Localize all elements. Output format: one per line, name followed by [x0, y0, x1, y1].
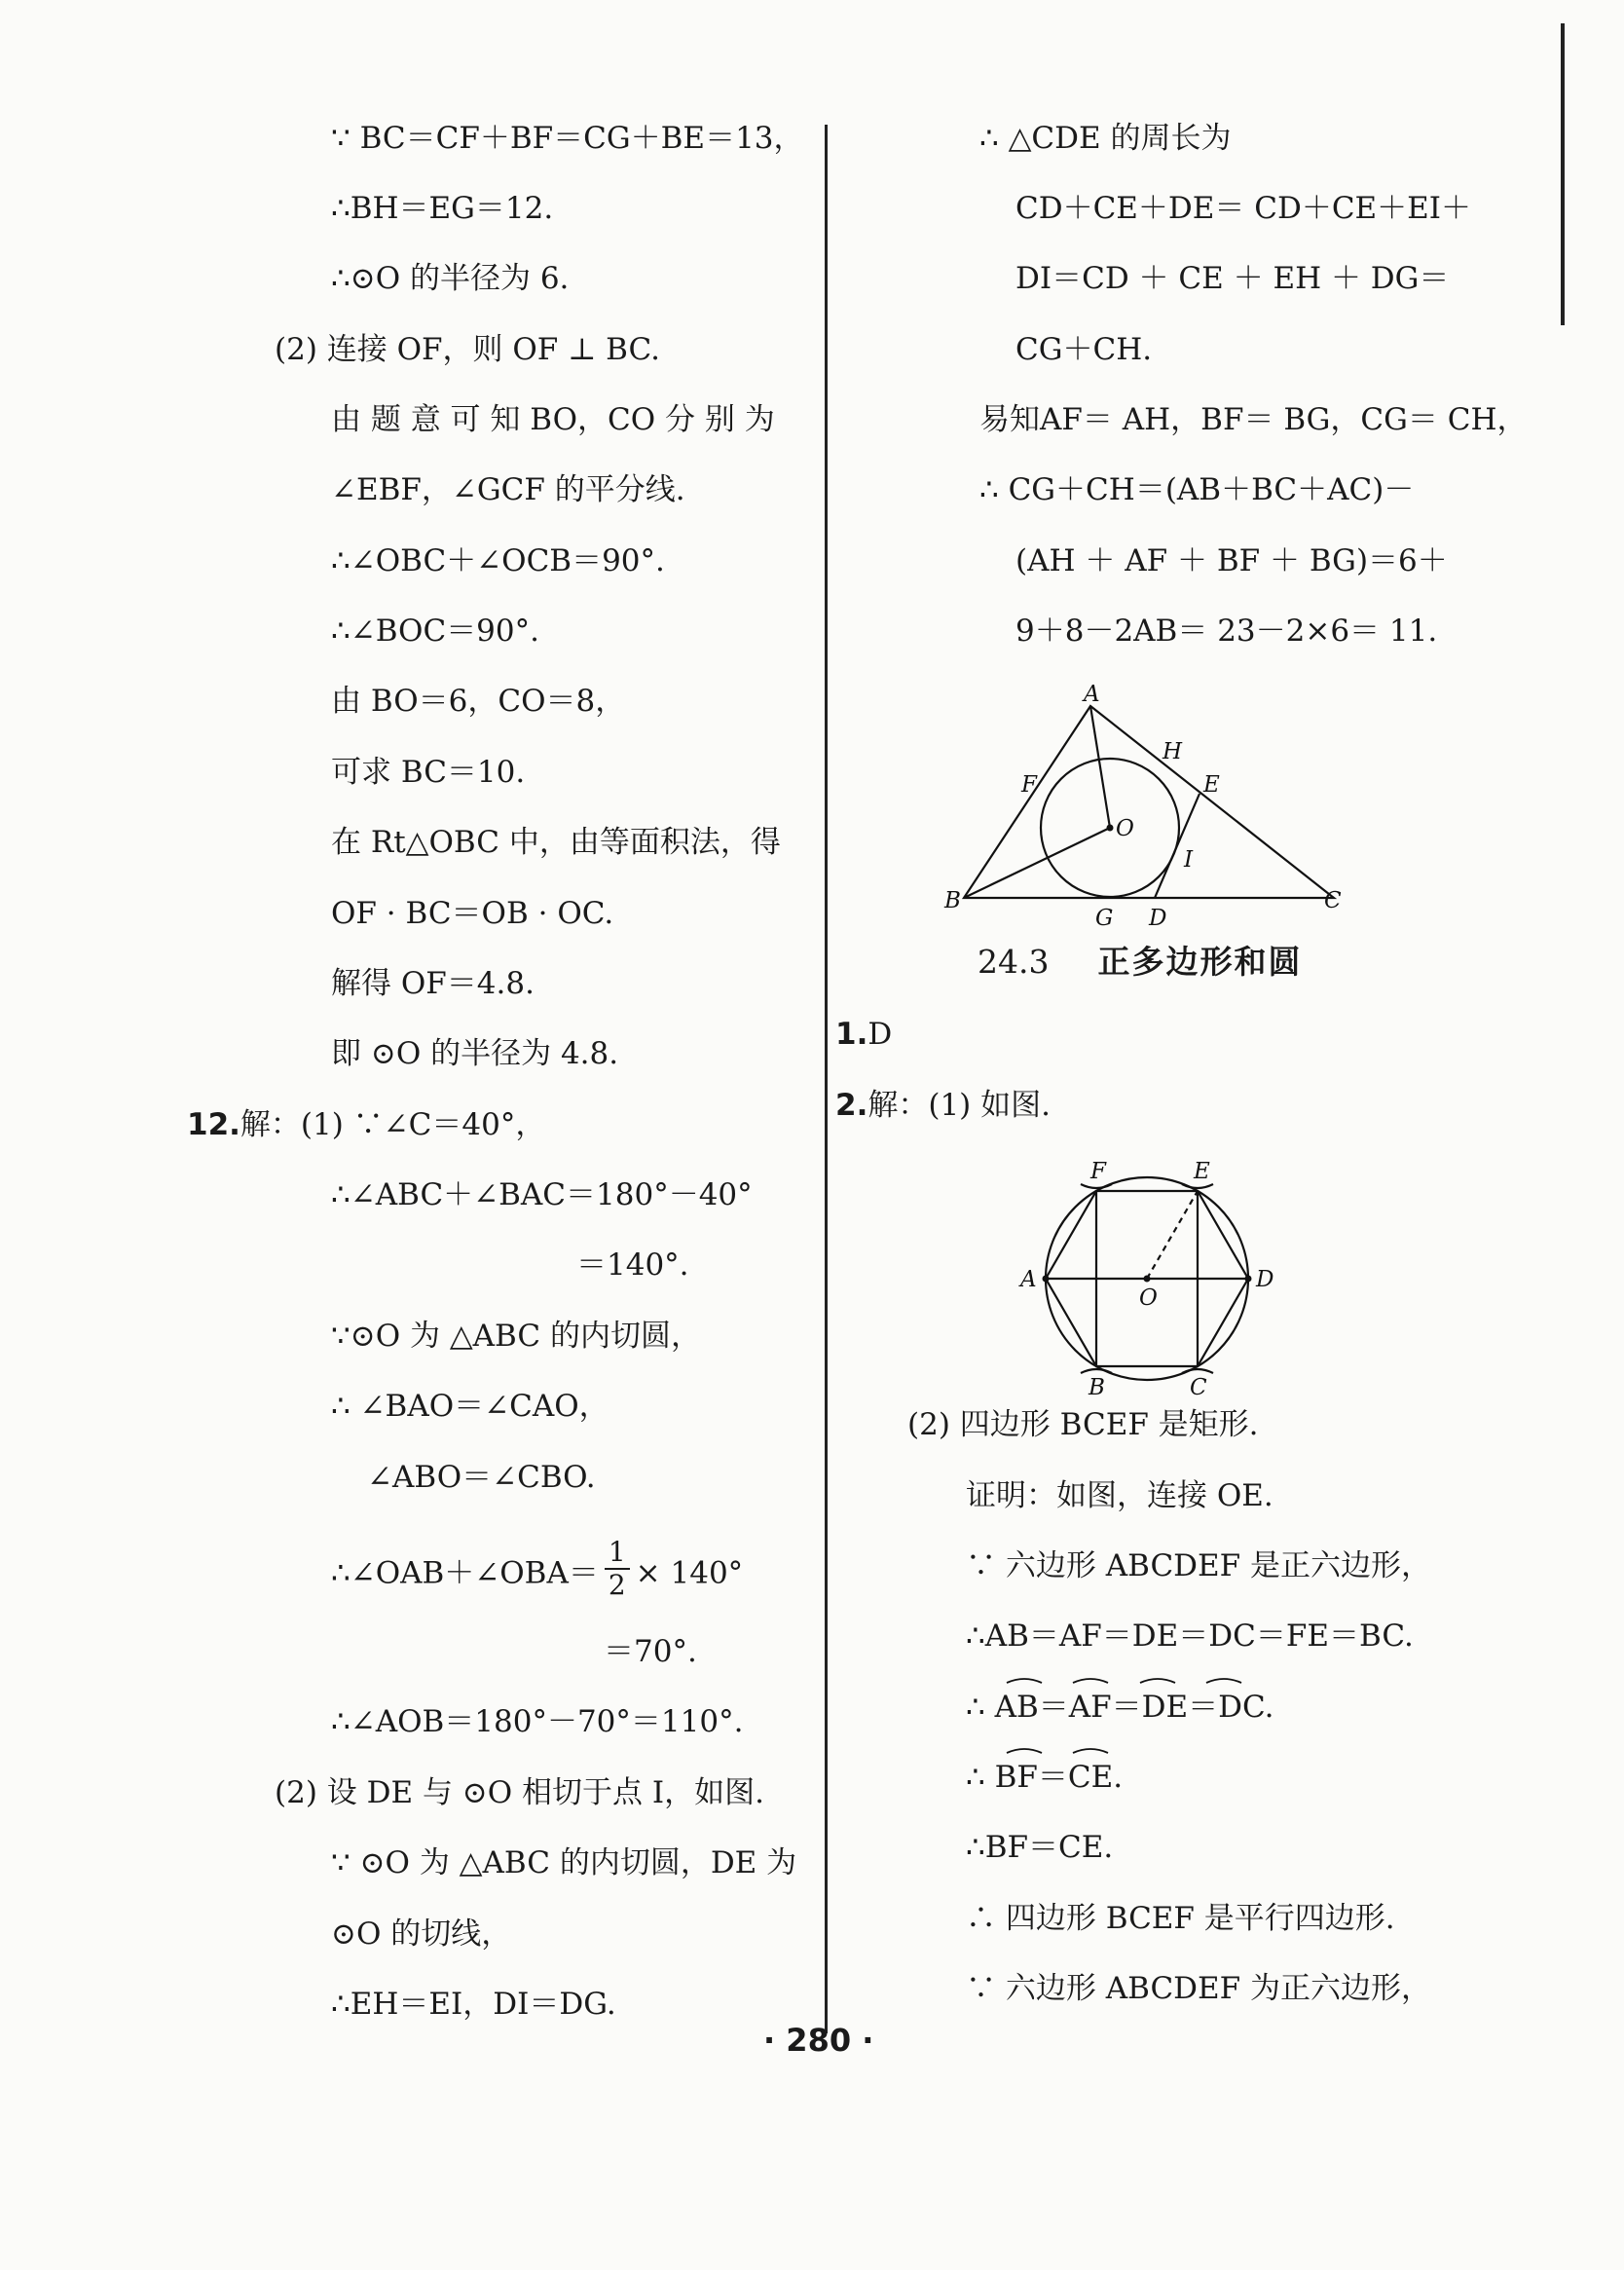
label-e: E — [1194, 1159, 1210, 1184]
label-d: D — [1149, 906, 1167, 931]
text-line: 即 ⊙O 的半径为 4.8. — [331, 1036, 619, 1071]
column-divider — [825, 125, 828, 2033]
text-line: 证明：如图，连接 OE. — [966, 1478, 1273, 1513]
label-o: O — [1116, 816, 1134, 841]
fraction-line — [331, 1536, 744, 1607]
fraction-line-tail: × 140° — [635, 1555, 744, 1591]
text-line: OF · BC＝OB · OC. — [331, 896, 614, 931]
text-line: ∴∠BOC＝90°. — [331, 614, 539, 649]
arc-over-bf — [1007, 1749, 1042, 1753]
text-line: ∴∠OBC＋∠OCB＝90°. — [331, 543, 665, 578]
label-c: C — [1324, 888, 1342, 913]
text-line: ∴ △CDE 的周长为 — [979, 121, 1232, 156]
arc-over-ab — [1007, 1679, 1042, 1683]
point-d — [1245, 1276, 1252, 1283]
text-line: 由 题 意 可 知 BO，CO 分 别 为 — [331, 402, 775, 437]
section-number: 24.3 — [978, 943, 1050, 981]
label-a: A — [1084, 682, 1100, 707]
section-title: 正多边形和圆 — [1097, 943, 1303, 981]
label-h: H — [1163, 739, 1183, 764]
point-a — [1043, 1276, 1050, 1283]
text-line: 由 BO＝6，CO＝8， — [331, 684, 626, 719]
text-line: ∴ BF＝CE. — [966, 1760, 1124, 1795]
fraction-half — [605, 1537, 630, 1601]
label-i: I — [1184, 847, 1194, 873]
label-f: F — [1021, 772, 1037, 798]
segment-oe-dashed — [1147, 1191, 1198, 1279]
label-b: B — [944, 888, 961, 913]
hexagon-figure — [1013, 1149, 1285, 1402]
label-g: G — [1095, 906, 1114, 931]
page-edge-line — [1561, 23, 1565, 325]
text-line: ∠ABO＝∠CBO. — [367, 1460, 596, 1495]
label-d: D — [1256, 1267, 1274, 1292]
text-line: ∴⊙O 的半径为 6. — [331, 261, 570, 296]
incircle-triangle-figure — [935, 682, 1373, 935]
arc-over-dc — [1206, 1679, 1241, 1683]
text-line: (2) 设 DE 与 ⊙O 相切于点 I，如图. — [275, 1775, 765, 1810]
text-line: (2) 四边形 BCEF 是矩形. — [907, 1407, 1259, 1442]
text-line: 解得 OF＝4.8. — [331, 966, 535, 1001]
arc-over-af — [1073, 1679, 1108, 1683]
segment-ao — [1090, 706, 1110, 828]
text-line: ∴∠AOB＝180°－70°＝110°. — [331, 1704, 744, 1739]
problem-number: 12. — [187, 1107, 240, 1142]
hexagon-center — [1144, 1276, 1151, 1283]
label-c: C — [1190, 1375, 1207, 1400]
label-o: O — [1139, 1285, 1158, 1311]
text-line: (2) 连接 OF，则 OF ⊥ BC. — [275, 332, 661, 367]
problem-number: 1. — [835, 1017, 868, 1052]
text-line: ∴AB＝AF＝DE＝DC＝FE＝BC. — [966, 1619, 1414, 1654]
problem-12-start: 12.解：(1) ∵∠C＝40°， — [187, 1107, 546, 1142]
problem-number: 2. — [835, 1088, 868, 1123]
text-line: ∴ AB＝AF＝DE＝DC. — [966, 1690, 1274, 1725]
text-line: ∴ 四边形 BCEF 是平行四边形. — [966, 1901, 1395, 1936]
triangle-abc — [964, 706, 1334, 898]
text-line: ∵ BC＝CF＋BF＝CG＋BE＝13， — [331, 121, 804, 156]
text-line: ∵⊙O 为 △ABC 的内切圆， — [331, 1319, 701, 1354]
text-line: ＝70°. — [604, 1634, 697, 1669]
arc-over-ce — [1073, 1749, 1108, 1753]
text-line: 可求 BC＝10. — [331, 755, 526, 790]
text-line: CG＋CH. — [1015, 332, 1153, 367]
fraction-numerator: 1 — [605, 1537, 630, 1570]
fraction-denominator: 2 — [608, 1569, 626, 1601]
text-line: ∵ ⊙O 为 △ABC 的内切圆，DE 为 — [331, 1845, 797, 1880]
center-point — [1107, 825, 1114, 832]
text-line: ∴BF＝CE. — [966, 1830, 1114, 1865]
text-line: ⊙O 的切线， — [331, 1916, 512, 1952]
text-line: ∴∠ABC＋∠BAC＝180°－40° — [331, 1177, 753, 1212]
arc-over-de — [1140, 1679, 1175, 1683]
section-heading — [978, 942, 1302, 983]
text-line: ∴ ∠BAO＝∠CAO， — [331, 1389, 609, 1424]
text-line: ∴ CG＋CH＝(AB＋BC＋AC)－ — [979, 472, 1415, 507]
problem-2-start: 2.解：(1) 如图. — [835, 1088, 1051, 1123]
text-line: ∴EH＝EI，DI＝DG. — [331, 1987, 616, 2022]
text-line: ∠EBF，∠GCF 的平分线. — [331, 472, 685, 507]
text-line: (AH ＋ AF ＋ BF ＋ BG)＝6＋ — [1015, 543, 1448, 578]
answer-1: 1.D — [835, 1017, 893, 1052]
text-line: ∵ 六边形 ABCDEF 为正六边形， — [966, 1971, 1432, 2006]
text-line: 9＋8－2AB＝ 23－2×6＝ 11. — [1015, 614, 1438, 649]
arc-overlays — [1003, 1675, 1334, 1782]
text-line: 易知AF＝ AH，BF＝ BG，CG＝ CH， — [979, 402, 1528, 437]
fraction-line-text: ∴∠OAB＋∠OBA＝ — [331, 1555, 599, 1591]
text-line: CD＋CE＋DE＝ CD＋CE＋EI＋ — [1015, 191, 1472, 226]
text-line: ∴BH＝EG＝12. — [331, 191, 554, 226]
label-f: F — [1090, 1159, 1106, 1184]
label-b: B — [1089, 1375, 1105, 1400]
label-a: A — [1020, 1267, 1037, 1292]
text-line: DI＝CD ＋ CE ＋ EH ＋ DG＝ — [1015, 261, 1450, 296]
text-line: 在 Rt△OBC 中，由等面积法，得 — [331, 825, 781, 860]
text-line: ∵ 六边形 ABCDEF 是正六边形， — [966, 1548, 1432, 1583]
text-line: ＝140°. — [576, 1247, 689, 1283]
page-number: · 280 · — [763, 2022, 874, 2059]
label-e: E — [1203, 772, 1220, 798]
